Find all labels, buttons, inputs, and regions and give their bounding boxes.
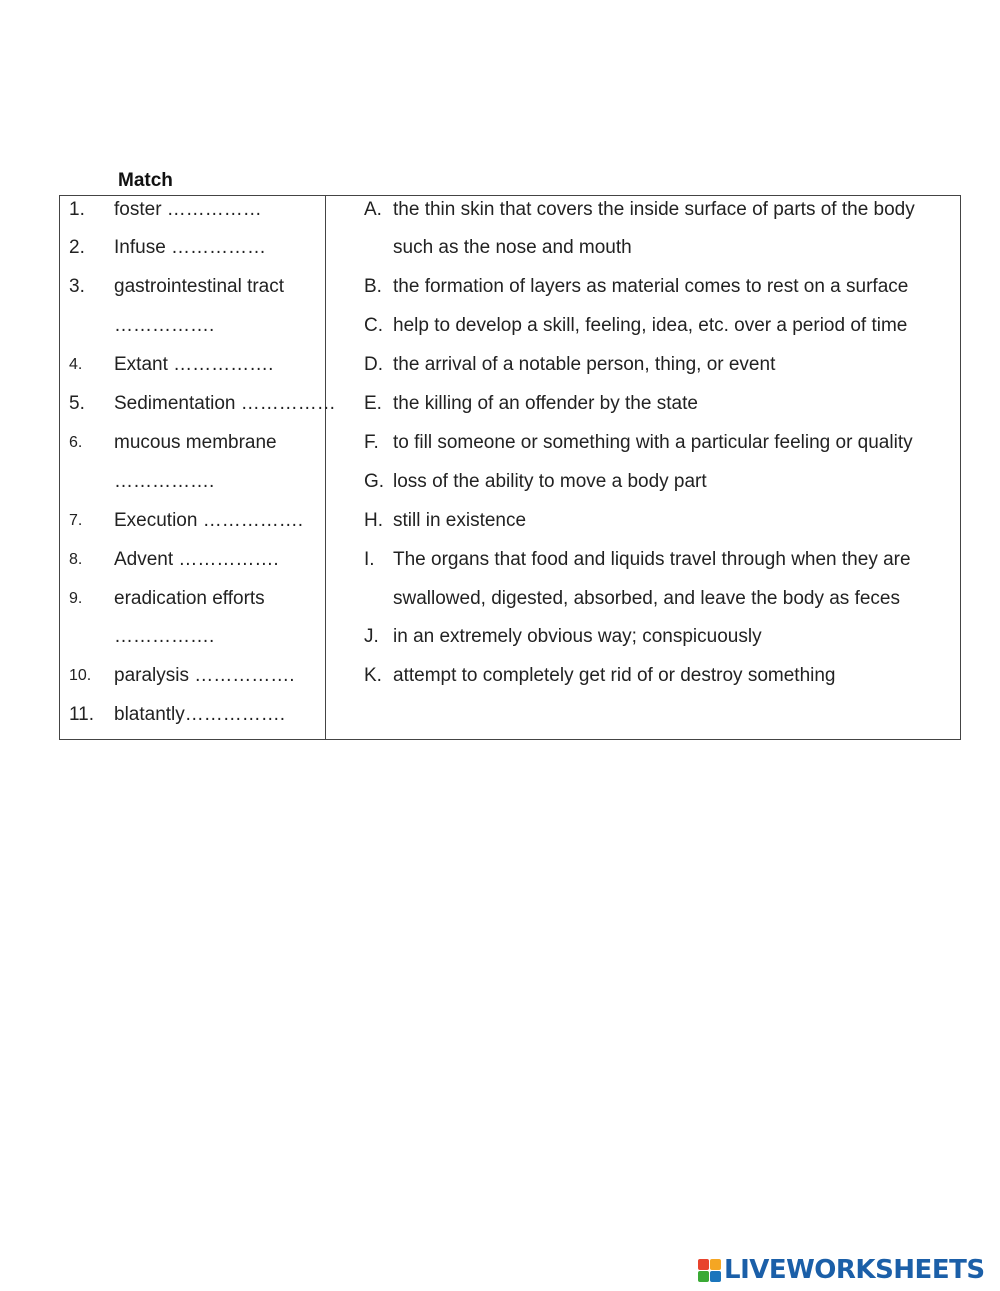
definition-letter: C. (364, 315, 383, 337)
term-text: Execution ……………. (114, 509, 303, 531)
worksheet-title: Match (118, 170, 173, 191)
term-row (69, 423, 324, 462)
term-number: 6. (69, 433, 83, 451)
definition-text: the killing of an offender by the state (393, 393, 698, 414)
definition-letter: E. (364, 393, 382, 414)
term-text: paralysis ……………. (114, 665, 295, 687)
definition-letter: J. (364, 626, 379, 648)
definition-row (364, 462, 954, 501)
term-text: Extant ……………. (114, 354, 274, 376)
definition-row (364, 385, 954, 424)
definition-text: The organs that food and liquids travel through when they are (393, 548, 911, 570)
definition-row (364, 618, 954, 657)
term-row (69, 190, 324, 229)
term-text: ……………. (114, 470, 215, 492)
brand-text: LIVEWORKSHEETS (724, 1255, 985, 1285)
term-number: 7. (69, 511, 83, 529)
term-row (69, 346, 324, 385)
term-number: 2. (69, 237, 85, 259)
definition-row (364, 579, 954, 618)
term-text: blatantly……………. (114, 704, 286, 726)
term-text: Sedimentation …………… (114, 393, 336, 414)
term-row (69, 268, 324, 307)
term-number: 1. (69, 198, 85, 220)
definition-text: loss of the ability to move a body part (393, 470, 707, 492)
liveworksheets-brand (698, 1255, 985, 1285)
definition-text: the thin skin that covers the inside surface of parts of the body (393, 198, 915, 220)
logo-block-green (698, 1271, 709, 1282)
term-text: mucous membrane (114, 431, 277, 453)
definition-text: the formation of layers as material comes to rest on a surface (393, 276, 909, 298)
term-text: foster …………… (114, 198, 262, 220)
definition-text: swallowed, digested, absorbed, and leave the body as feces (393, 587, 900, 609)
definition-letter: F. (364, 431, 379, 453)
term-number: 11. (69, 704, 95, 726)
term-row (69, 618, 324, 657)
term-number: 8. (69, 550, 83, 568)
definition-row (364, 501, 954, 540)
liveworksheets-logo-icon (698, 1259, 721, 1282)
definition-text: such as the nose and mouth (393, 237, 632, 259)
definition-row (364, 540, 954, 579)
definition-letter: B. (364, 276, 382, 298)
definition-text: in an extremely obvious way; conspicuously (393, 626, 762, 648)
definition-row (364, 423, 954, 462)
term-row (69, 696, 324, 735)
term-row (69, 540, 324, 579)
definition-row (364, 346, 954, 385)
definition-letter: D. (364, 354, 383, 376)
term-number: 10. (69, 667, 92, 685)
term-row (69, 501, 324, 540)
term-text: eradication efforts (114, 587, 265, 609)
matching-table (59, 195, 961, 740)
definition-letter: K. (364, 665, 382, 687)
term-row (69, 229, 324, 268)
term-text: ……………. (114, 315, 215, 337)
term-row (69, 462, 324, 501)
term-text: gastrointestinal tract (114, 276, 285, 298)
term-text: Infuse …………… (114, 237, 267, 259)
column-divider (325, 196, 326, 739)
logo-block-red (698, 1259, 709, 1270)
term-number: 4. (69, 356, 83, 374)
definition-text: to fill someone or something with a particular feeling or quality (393, 431, 913, 453)
term-number: 3. (69, 276, 85, 298)
definition-text: still in existence (393, 509, 527, 531)
term-row (69, 385, 336, 424)
definition-row (364, 229, 954, 268)
definition-letter: G. (364, 470, 385, 492)
term-row (69, 579, 324, 618)
term-row (69, 307, 324, 346)
definition-text: attempt to completely get rid of or destroy something (393, 665, 836, 687)
term-text: Advent ……………. (114, 548, 279, 570)
definition-row (364, 657, 954, 696)
term-number: 5. (69, 393, 85, 414)
definition-row (364, 307, 954, 346)
definition-text: help to develop a skill, feeling, idea, etc. over a period of time (393, 315, 908, 337)
definition-letter: H. (364, 509, 383, 531)
definition-letter: A. (364, 198, 382, 220)
term-text: ……………. (114, 626, 215, 648)
definition-row (364, 268, 954, 307)
term-number: 9. (69, 589, 83, 607)
term-row (69, 657, 324, 696)
definition-text: the arrival of a notable person, thing, or event (393, 354, 776, 376)
definition-row (364, 190, 954, 229)
logo-block-blue (710, 1271, 721, 1282)
logo-block-yellow (710, 1259, 721, 1270)
definition-letter: I. (364, 548, 375, 570)
